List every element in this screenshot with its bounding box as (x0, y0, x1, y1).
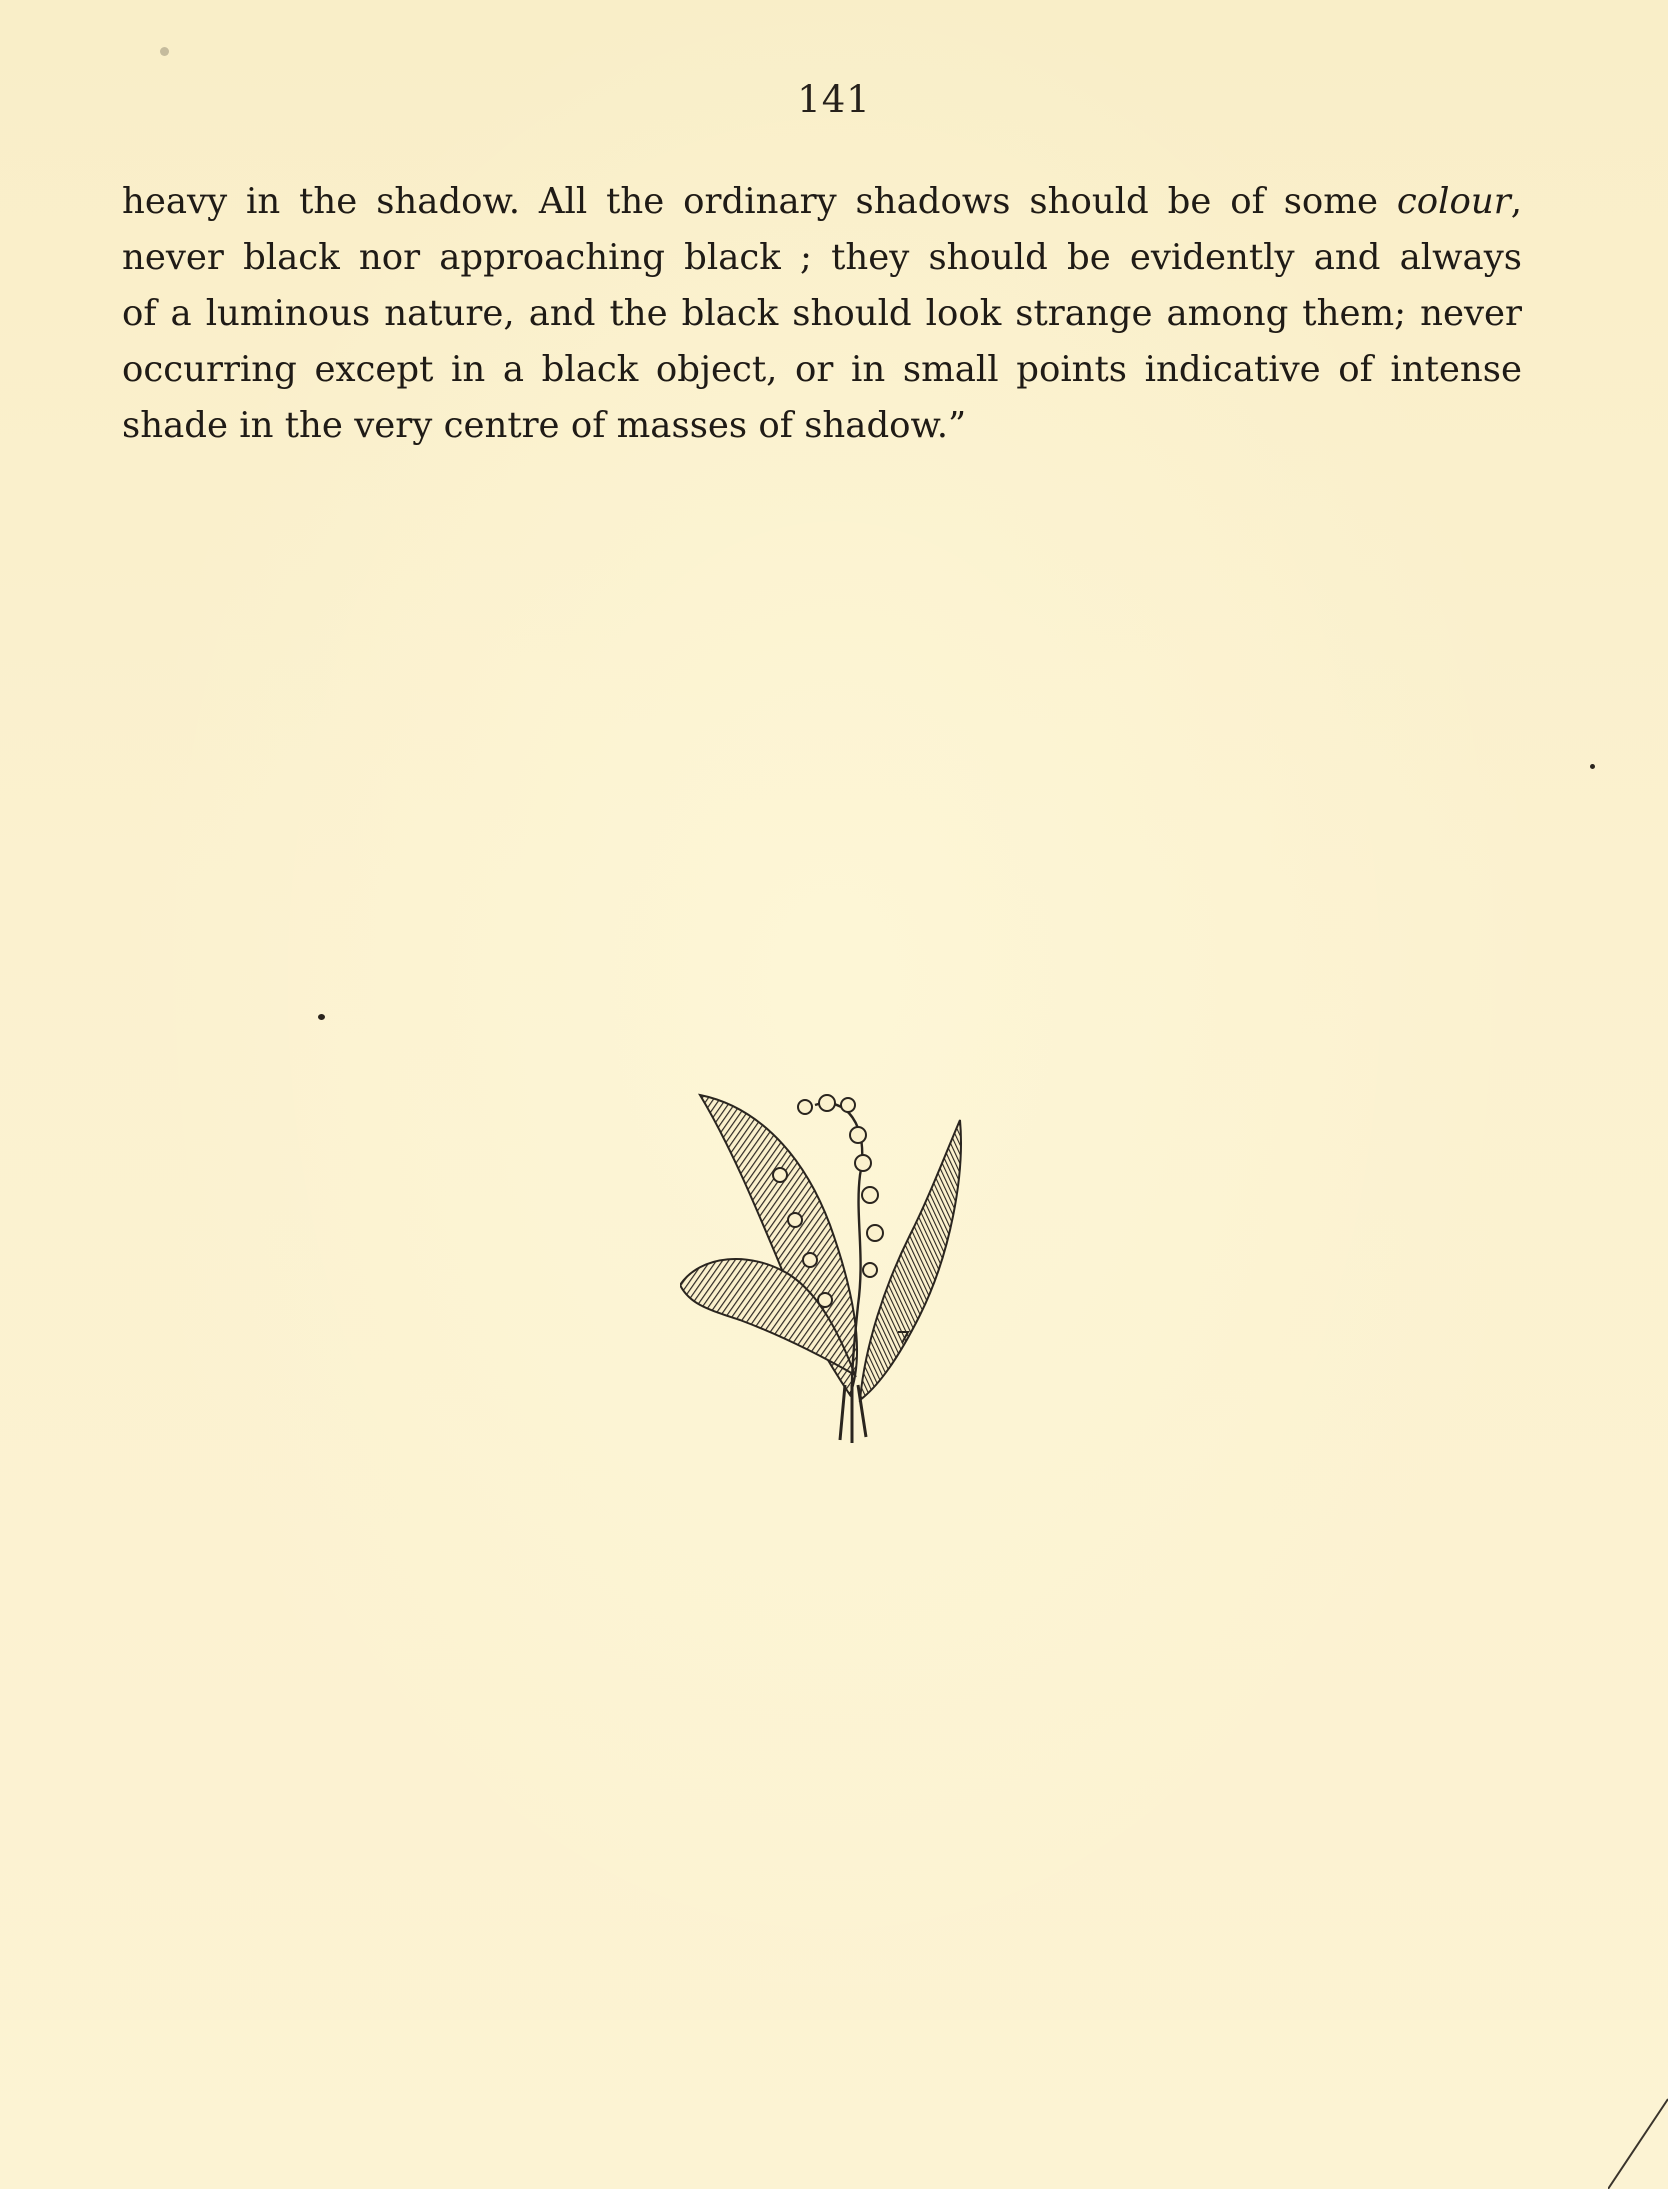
text-line-4: occurring except in a black object, or in small points indicative of intense (122, 349, 1522, 390)
text-line-1-tail: , (1510, 181, 1522, 222)
paper-speck (318, 1014, 325, 1020)
text-line-1 (122, 174, 1522, 230)
text-line-1-main: heavy in the shadow. All the ordinary shadows should be of some (122, 181, 1397, 222)
text-line-5: shade in the very centre of masses of shadow.” (122, 405, 967, 446)
lily-of-the-valley-engraving-icon (680, 1085, 980, 1445)
paper-speck (1590, 764, 1595, 769)
page-corner-line (1608, 2069, 1668, 2189)
page-number: 141 (797, 78, 871, 121)
text-line-2: never black nor approaching black ; they should be evidently and always (122, 237, 1522, 278)
paper-speck (160, 47, 169, 56)
body-text (122, 174, 1522, 454)
italic-word-colour: colour (1396, 181, 1511, 222)
text-line-3: of a luminous nature, and the black should look strange among them; never (122, 293, 1522, 334)
